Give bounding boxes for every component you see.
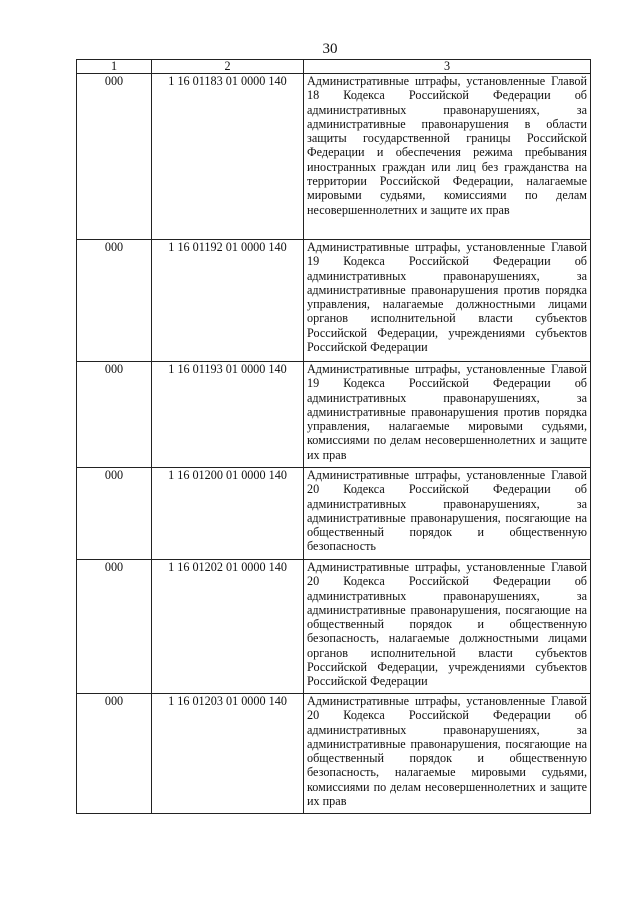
description-cell: Административные штрафы, установленные Главой 19 Кодекса Российской Федерации об административных правонарушениях, за административные правонарушения против порядка управления, налагаемые должностными лицами органов исполнительной власти субъектов Российской Федерации, учреждениями субъектов Российской Федерации [304,240,591,362]
table-row [77,560,591,694]
admin-code-cell: 000 [77,74,152,240]
column-header-2: 2 [152,60,304,74]
description-cell: Административные штрафы, установленные Главой 20 Кодекса Российской Федерации об административных правонарушениях, за административные правонарушения, посягающие на общественный порядок и общественную безопасность, налагаемые должностными лицами органов исполнительной власти субъектов Российской Федерации, учреждениями субъектов Российской Федерации [304,560,591,694]
description-cell: Административные штрафы, установленные Главой 20 Кодекса Российской Федерации об административных правонарушениях, за административные правонарушения, посягающие на общественный порядок и общественную безопасность [304,468,591,560]
fines-table [76,59,591,814]
table-row [77,694,591,814]
column-header-3: 3 [304,60,591,74]
description-cell: Административные штрафы, установленные Главой 18 Кодекса Российской Федерации об административных правонарушениях, за административные правонарушения в области защиты государственной границы Российской Федерации и обеспечения режима пребывания иностранных граждан или лиц без гражданства на территории Российской Федерации, налагаемые мировыми судьями, комиссиями по делам несовершеннолетних и защите их прав [304,74,591,240]
admin-code-cell: 000 [77,362,152,468]
admin-code-cell: 000 [77,694,152,814]
table-row [77,468,591,560]
budget-code-cell: 1 16 01203 01 0000 140 [152,694,304,814]
page-number: 30 [322,41,338,57]
table-row [77,362,591,468]
budget-code-cell: 1 16 01192 01 0000 140 [152,240,304,362]
table-header-row [77,60,591,74]
admin-code-cell: 000 [77,240,152,362]
budget-code-cell: 1 16 01200 01 0000 140 [152,468,304,560]
description-cell: Административные штрафы, установленные Главой 20 Кодекса Российской Федерации об административных правонарушениях, за административные правонарушения, посягающие на общественный порядок и общественную безопасность, налагаемые мировыми судьями, комиссиями по делам несовершеннолетних и защите их прав [304,694,591,814]
budget-code-cell: 1 16 01202 01 0000 140 [152,560,304,694]
column-header-1: 1 [77,60,152,74]
admin-code-cell: 000 [77,560,152,694]
table-row [77,74,591,240]
budget-code-cell: 1 16 01193 01 0000 140 [152,362,304,468]
table-row [77,240,591,362]
description-cell: Административные штрафы, установленные Главой 19 Кодекса Российской Федерации об административных правонарушениях, за административные правонарушения против порядка управления, налагаемые мировыми судьями, комиссиями по делам несовершеннолетних и защите их прав [304,362,591,468]
budget-code-cell: 1 16 01183 01 0000 140 [152,74,304,240]
admin-code-cell: 000 [77,468,152,560]
